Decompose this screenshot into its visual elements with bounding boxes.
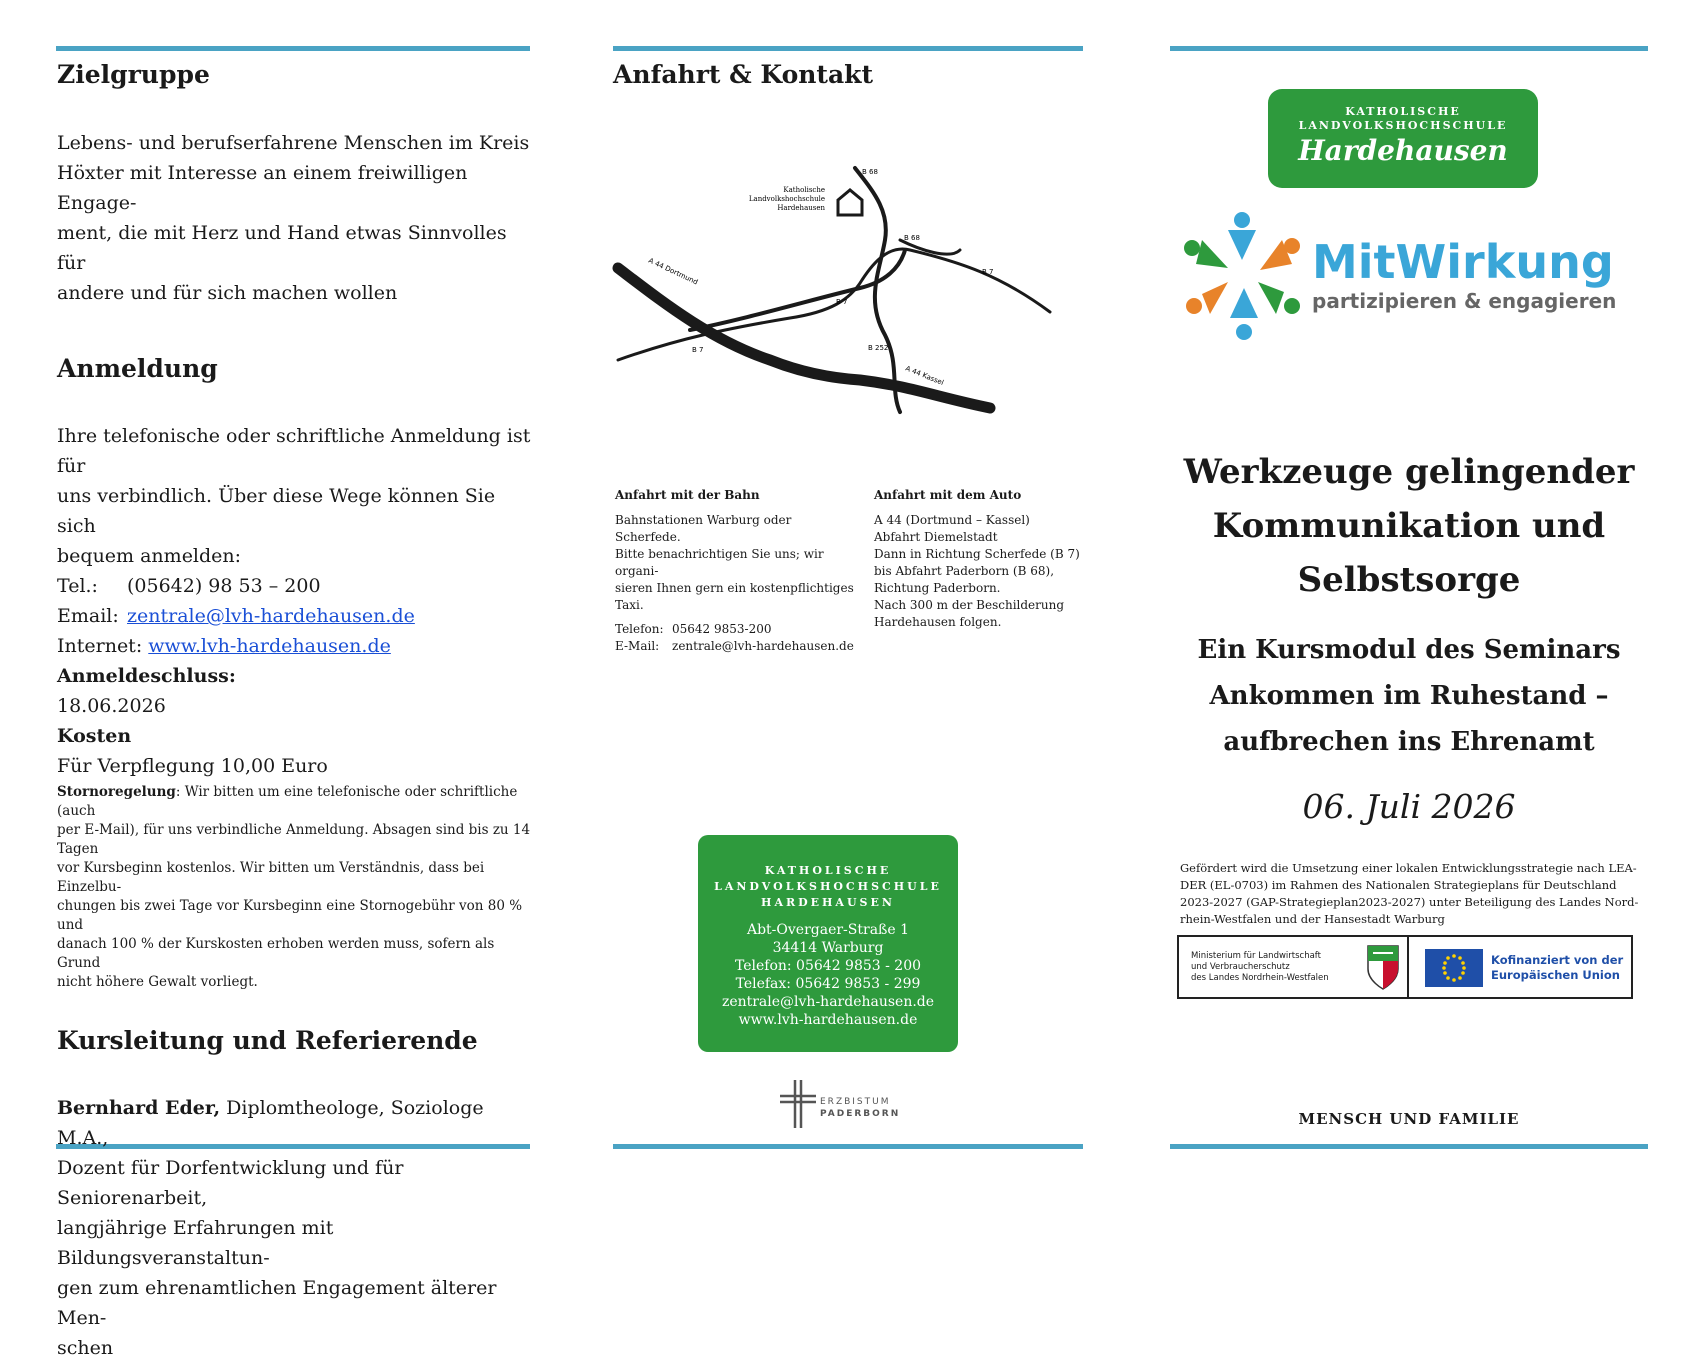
stamp-line: KATHOLISCHE xyxy=(764,864,892,877)
stamp-address-line: Abt-Overgaer-Straße 1 xyxy=(746,922,910,938)
auto-line: A 44 (Dortmund – Kassel) xyxy=(874,513,1030,527)
map-house-label: Katholische xyxy=(783,186,825,194)
referent-line xyxy=(57,1093,537,1153)
ministry-line: und Verbraucherschutz xyxy=(1191,962,1290,972)
erzbistum-logo xyxy=(778,1078,901,1130)
map-road-label: B 7 xyxy=(982,268,994,276)
mail-row xyxy=(615,638,855,655)
house-icon xyxy=(838,190,862,215)
lvh-logo-line: KATHOLISCHE xyxy=(1345,105,1461,118)
stamp-line: HARDEHAUSEN xyxy=(761,896,895,909)
funding-line: Gefördert wird die Umsetzung einer lokalen Entwicklungsstrategie nach LEA- xyxy=(1180,861,1637,875)
storno-text xyxy=(57,783,537,992)
map-road-label: B 68 xyxy=(904,234,920,242)
erzbistum-line: PADERBORN xyxy=(820,1109,901,1119)
eu-logo xyxy=(1409,937,1631,997)
referent-name: Bernhard Eder, xyxy=(57,1097,221,1119)
stamp-line: LANDVOLKSHOCHSCHULE xyxy=(714,880,942,893)
address-stamp xyxy=(698,835,958,1052)
middle-column xyxy=(613,60,1083,89)
storno-line: nicht höhere Gewalt vorliegt. xyxy=(57,974,258,990)
top-rule-right xyxy=(1170,46,1648,51)
referent-line: schen xyxy=(57,1337,114,1359)
bottom-rule-right xyxy=(1170,1144,1648,1149)
bahn-block xyxy=(615,487,855,655)
course-subtitle-line: Ankommen im Ruhestand – xyxy=(1209,681,1609,711)
storno-line: per E-Mail), für uns verbindliche Anmeldung. Absagen sind bis zu 14 Tagen xyxy=(57,822,531,857)
footer-label: MENSCH UND FAMILIE xyxy=(1298,1110,1520,1128)
kosten-value: Für Verpflegung 10,00 Euro xyxy=(57,755,328,777)
referent-line: Dozent für Dorfentwicklung und für Seniorenarbeit, xyxy=(57,1157,404,1209)
eu-line: Kofinanziert von der xyxy=(1491,953,1624,967)
telefon-row xyxy=(615,621,855,638)
bahn-line: Bitte benachrichtigen Sie uns; wir organi- xyxy=(615,547,824,578)
lvh-logo xyxy=(1268,89,1538,188)
website-link[interactable]: www.lvh-hardehausen.de xyxy=(148,635,391,657)
nrw-crest-icon xyxy=(1365,943,1401,991)
zielgruppe-line: Höxter mit Interesse an einem freiwilligen Engage- xyxy=(57,162,468,214)
map-road-label: B 7 xyxy=(836,298,848,306)
eu-line: Europäischen Union xyxy=(1491,968,1620,982)
auto-line: Hardehausen folgen. xyxy=(874,615,1002,629)
email-label: Email: xyxy=(57,605,119,627)
storno-line: chungen bis zwei Tage vor Kursbeginn eine Stornogebühr von 80 % und xyxy=(57,898,523,933)
stamp-address-line: www.lvh-hardehausen.de xyxy=(738,1012,918,1028)
zielgruppe-text xyxy=(57,128,537,308)
stamp-address-line: Telefon: 05642 9853 - 200 xyxy=(734,958,922,974)
top-rule-middle xyxy=(613,46,1083,51)
auto-line: Richtung Paderborn. xyxy=(874,581,1001,595)
anfahrt-title: Anfahrt & Kontakt xyxy=(613,60,874,89)
anmeldung-text xyxy=(57,421,537,781)
ministry-logo xyxy=(1179,937,1409,997)
zielgruppe-line: Lebens- und berufserfahrene Menschen im Kreis xyxy=(57,132,530,154)
email-link[interactable]: zentrale@lvh-hardehausen.de xyxy=(127,605,415,627)
map-house-label: Landvolkshochschule xyxy=(748,195,825,203)
kursleitung-title: Kursleitung und Referierende xyxy=(57,1026,478,1055)
left-column xyxy=(57,60,537,1363)
anmeldung-line: bequem anmelden: xyxy=(57,545,242,567)
anmeldung-line: Ihre telefonische oder schriftliche Anmeldung ist für xyxy=(57,425,531,477)
course-title-line: Selbstsorge xyxy=(1297,560,1521,600)
tel-row xyxy=(57,571,537,601)
telefon-value: 05642 9853-200 xyxy=(672,622,772,636)
anmeldeschluss-label: Anmeldeschluss: xyxy=(57,665,236,687)
referent-text xyxy=(57,1093,537,1363)
email-row xyxy=(57,601,537,631)
lvh-logo-line: LANDVOLKSHOCHSCHULE xyxy=(1298,119,1508,132)
auto-line: bis Abfahrt Paderborn (B 68), xyxy=(874,564,1055,578)
anmeldeschluss-value: 18.06.2026 xyxy=(57,695,166,717)
zielgruppe-title: Zielgruppe xyxy=(57,60,210,89)
map-road-label: A 44 Kassel xyxy=(904,364,945,388)
tel-value: (05642) 98 53 – 200 xyxy=(127,575,321,597)
referent-line: gen zum ehrenamtlichen Engagement älterer Men- xyxy=(57,1277,497,1329)
tel-label: Tel.: xyxy=(57,575,98,597)
referent-line: langjährige Erfahrungen mit Bildungsveranstaltun- xyxy=(57,1217,334,1269)
top-rule-left xyxy=(56,46,530,51)
course-subtitle-line: aufbrechen ins Ehrenamt xyxy=(1223,727,1595,757)
mail-value: zentrale@lvh-hardehausen.de xyxy=(672,639,854,653)
auto-block xyxy=(874,487,1084,631)
mail-label: E-Mail: xyxy=(615,639,660,653)
map-road-label: A 44 Dortmund xyxy=(647,256,700,287)
lvh-logo-script: Hardehausen xyxy=(1298,134,1508,167)
course-title-line: Werkzeuge gelingender xyxy=(1183,452,1635,492)
mitwirkung-title: MitWirkung xyxy=(1312,235,1614,289)
storno-line: : Wir bitten um eine telefonische oder schriftliche (auch xyxy=(57,784,518,819)
route-map xyxy=(600,150,1070,430)
stamp-address-line: zentrale@lvh-hardehausen.de xyxy=(721,994,935,1010)
funding-line: DER (EL-0703) im Rahmen des Nationalen Strategieplans für Deutschland xyxy=(1180,878,1617,892)
internet-label: Internet: xyxy=(57,635,143,657)
funding-text xyxy=(1180,860,1650,928)
funding-line: 2023-2027 (GAP-Strategieplan2023-2027) unter Beteiligung des Landes Nord- xyxy=(1180,895,1639,909)
storno-label: Stornoregelung xyxy=(57,784,176,800)
bahn-line: Taxi. xyxy=(615,598,644,612)
course-subtitle-line: Ein Kursmodul des Seminars xyxy=(1197,635,1621,665)
auto-line: Nach 300 m der Beschilderung xyxy=(874,598,1065,612)
zielgruppe-line: andere und für sich machen wollen xyxy=(57,282,398,304)
map-house-label: Hardehausen xyxy=(777,204,825,212)
map-road-label: B 7 xyxy=(692,346,704,354)
zielgruppe-line: ment, die mit Herz und Hand etwas Sinnvolles für xyxy=(57,222,507,274)
sponsor-logos xyxy=(1177,935,1633,999)
auto-title: Anfahrt mit dem Auto xyxy=(874,488,1022,502)
bottom-rule-middle xyxy=(613,1144,1083,1149)
auto-line: Dann in Richtung Scherfede (B 7) xyxy=(874,547,1080,561)
ministry-line: Ministerium für Landwirtschaft xyxy=(1191,951,1321,961)
course-subtitle xyxy=(1170,627,1648,765)
internet-row xyxy=(57,631,537,661)
cross-icon xyxy=(778,1078,818,1130)
eu-flag-icon xyxy=(1425,949,1483,987)
anmeldung-line: uns verbindlich. Über diese Wege können Sie sich xyxy=(57,485,496,537)
mitwirkung-wordmark xyxy=(1312,236,1652,314)
mitwirkung-subtitle: partizipieren & engagieren xyxy=(1312,289,1617,313)
storno-line: danach 100 % der Kurskosten erhoben werden muss, sofern als Grund xyxy=(57,936,495,971)
kosten-label: Kosten xyxy=(57,725,132,747)
storno-line: vor Kursbeginn kostenlos. Wir bitten um Verständnis, dass bei Einzelbu- xyxy=(57,860,485,895)
mitwirkung-people-icon xyxy=(1180,210,1310,340)
funding-line: rhein-Westfalen und der Hansestadt Warburg xyxy=(1180,912,1445,926)
telefon-label: Telefon: xyxy=(615,622,664,636)
auto-line: Abfahrt Diemelstadt xyxy=(874,530,998,544)
course-title xyxy=(1170,445,1648,607)
bahn-title: Anfahrt mit der Bahn xyxy=(615,488,760,502)
course-title-line: Kommunikation und xyxy=(1212,506,1606,546)
referent-line-text: Diplomtheologe, Soziologe M.A., xyxy=(57,1097,484,1149)
stamp-address-line: 34414 Warburg xyxy=(772,940,884,956)
bahn-line: Bahnstationen Warburg oder Scherfede. xyxy=(615,513,792,544)
map-road-label: B 68 xyxy=(862,168,878,176)
stamp-address-line: Telefax: 05642 9853 - 299 xyxy=(735,976,921,992)
anmeldung-title: Anmeldung xyxy=(57,354,218,383)
course-date: 06. Juli 2026 xyxy=(1302,787,1516,826)
map-road-label: B 252 xyxy=(868,344,889,352)
bahn-line: sieren Ihnen gern ein kostenpflichtiges xyxy=(615,581,854,595)
ministry-line: des Landes Nordrhein-Westfalen xyxy=(1191,973,1329,983)
erzbistum-line: ERZBISTUM xyxy=(820,1097,891,1107)
